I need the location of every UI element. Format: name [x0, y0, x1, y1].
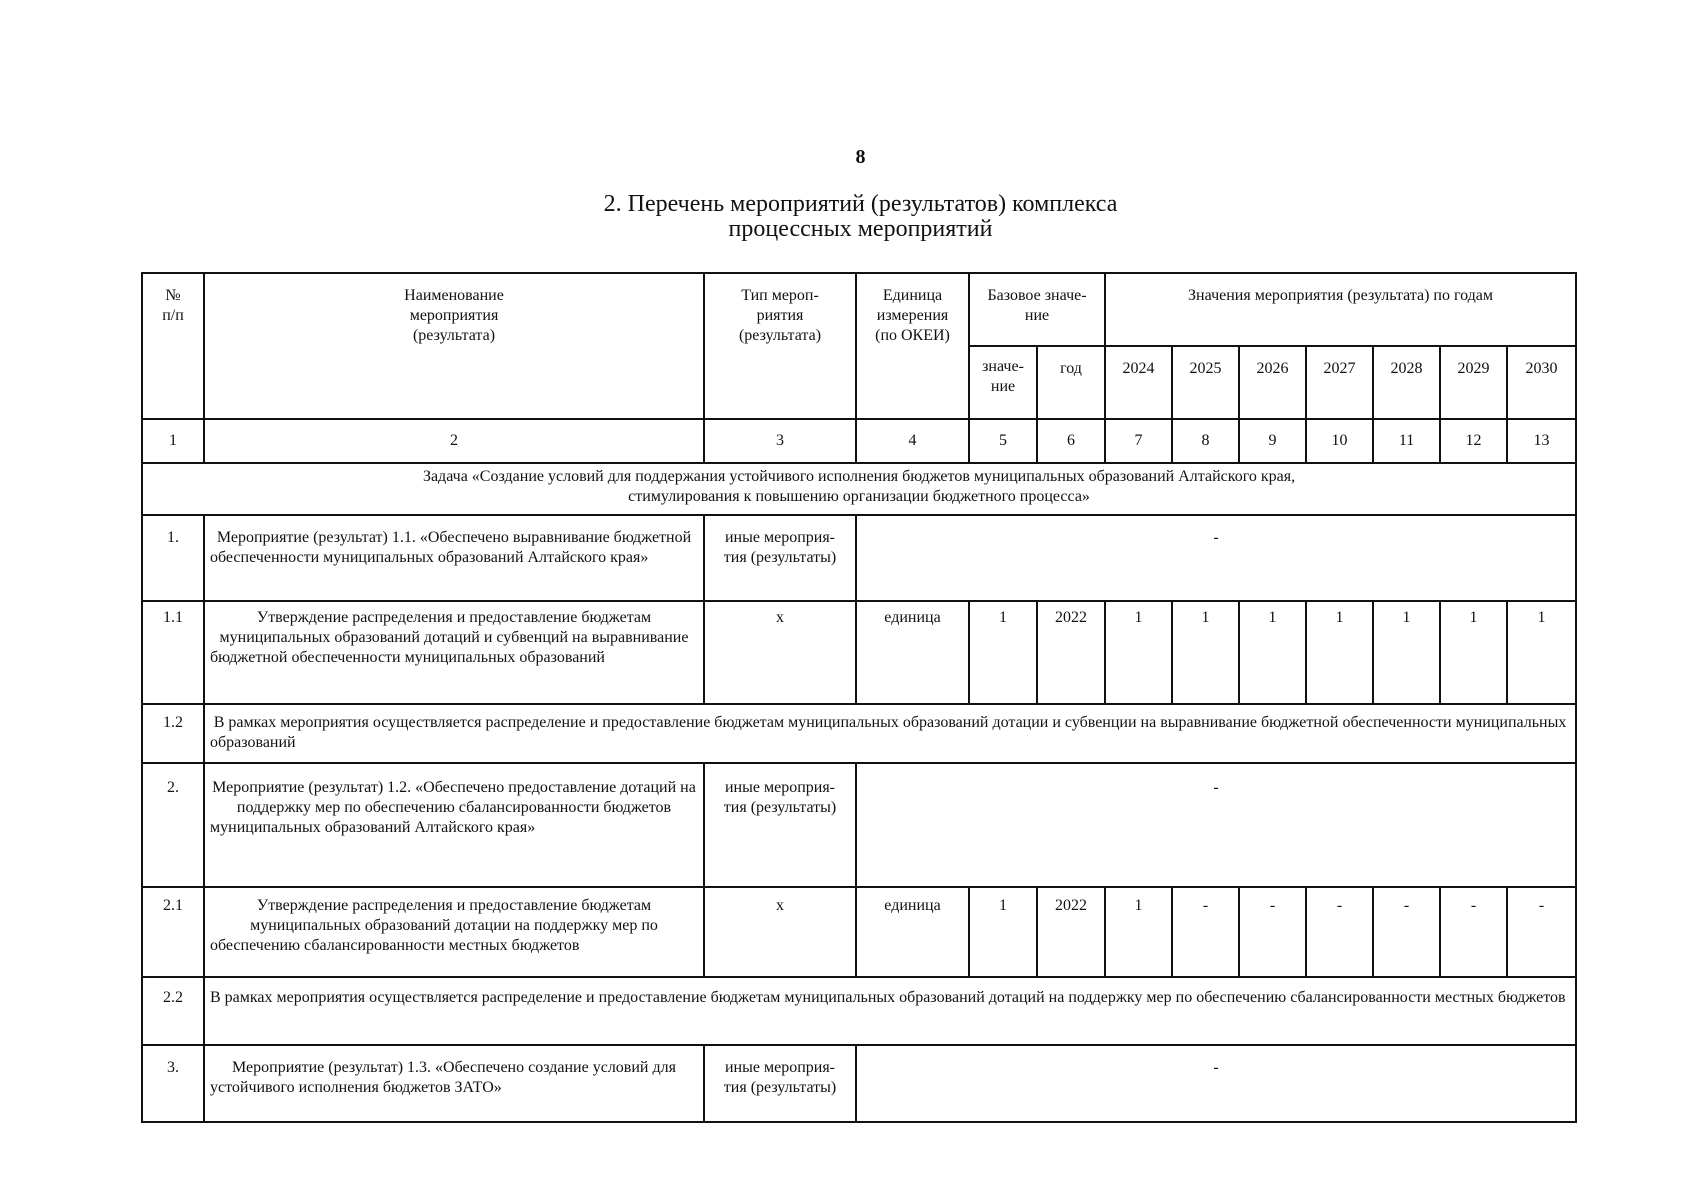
merged-values-cell: -	[856, 515, 1576, 601]
header-name-line-1: Наименование	[404, 287, 504, 304]
column-number: 3	[704, 419, 856, 463]
title-line-2: процессных мероприятий	[728, 216, 993, 242]
header-name-line-2: мероприятия	[409, 307, 499, 324]
value-2027: -	[1306, 887, 1373, 977]
header-year-2026: 2026	[1239, 346, 1306, 419]
activity-type-line-2: тия (результаты)	[723, 549, 837, 566]
task-row	[142, 463, 1576, 515]
description-cell: В рамках мероприятия осуществляется распределение и предоставление бюджетам муниципальных образований дотаций на поддержку мер по обеспечению сбалансированности местных бюджетов	[204, 977, 1576, 1045]
header-unit-line-3: (по ОКЕИ)	[875, 327, 950, 344]
page-number: 8	[855, 146, 866, 168]
row-number: 2.	[142, 763, 204, 887]
header-year-2025: 2025	[1172, 346, 1239, 419]
base-value-cell: 1	[969, 887, 1037, 977]
unit-cell: единица	[856, 601, 969, 704]
activity-name: Утверждение распределения и предоставление бюджетам муниципальных образований дотации на поддержку мер по обеспечению сбалансированности местных бюджетов	[204, 887, 704, 977]
base-year-cell: 2022	[1037, 601, 1105, 704]
header-base-value-line-2: ние	[990, 378, 1016, 395]
value-2026: -	[1239, 887, 1306, 977]
header-values-by-year-cell: Значения мероприятия (результата) по годам	[1105, 273, 1576, 346]
activity-type: х	[704, 887, 856, 977]
row-number: 2.2	[142, 977, 204, 1045]
header-year-2027: 2027	[1306, 346, 1373, 419]
header-num-line-2: п/п	[162, 307, 184, 324]
header-unit-line-2: измерения	[876, 307, 949, 324]
value-2028: 1	[1373, 601, 1440, 704]
task-line-1: Задача «Создание условий для поддержания устойчивого исполнения бюджетов муниципальных образований Алтайского края,	[422, 468, 1296, 485]
activity-type-line-1: иные мероприя-	[724, 1059, 835, 1076]
value-2024: 1	[1105, 601, 1172, 704]
value-2026: 1	[1239, 601, 1306, 704]
column-number: 4	[856, 419, 969, 463]
row-number: 2.1	[142, 887, 204, 977]
row-number: 1.	[142, 515, 204, 601]
row-number: 1.2	[142, 704, 204, 763]
activity-type	[704, 763, 856, 887]
value-2027: 1	[1306, 601, 1373, 704]
value-2028: -	[1373, 887, 1440, 977]
column-number: 5	[969, 419, 1037, 463]
column-number: 6	[1037, 419, 1105, 463]
task-cell	[142, 463, 1576, 515]
column-number: 13	[1507, 419, 1576, 463]
table-row	[142, 763, 1576, 887]
table-row	[142, 704, 1576, 763]
task-line-2: стимулирования к повышению организации бюджетного процесса»	[628, 488, 1090, 505]
merged-values-cell: -	[856, 1045, 1576, 1122]
row-number: 1.1	[142, 601, 204, 704]
base-value-cell: 1	[969, 601, 1037, 704]
activity-name: Мероприятие (результат) 1.1. «Обеспечено выравнивание бюджетной обеспеченности муниципальных образований Алтайского края»	[204, 515, 704, 601]
row-number: 3.	[142, 1045, 204, 1122]
header-base-line-2: ние	[1024, 307, 1050, 324]
column-number: 8	[1172, 419, 1239, 463]
unit-cell: единица	[856, 887, 969, 977]
header-type-line-1: Тип мероп-	[741, 287, 819, 304]
header-base-value-line-1: значе-	[982, 358, 1024, 375]
merged-values-cell: -	[856, 763, 1576, 887]
table-row	[142, 887, 1576, 977]
activity-name: Утверждение распределения и предоставление бюджетам муниципальных образований дотаций и субвенций на выравнивание бюджетной обеспеченности муниципальных образований	[204, 601, 704, 704]
header-year-2030: 2030	[1507, 346, 1576, 419]
value-2030: 1	[1507, 601, 1576, 704]
header-base-cell	[969, 273, 1105, 346]
activity-type-line-2: тия (результаты)	[723, 799, 837, 816]
value-2025: -	[1172, 887, 1239, 977]
table-row	[142, 977, 1576, 1045]
column-number: 2	[204, 419, 704, 463]
header-year-2028: 2028	[1373, 346, 1440, 419]
table-row	[142, 1045, 1576, 1122]
column-number: 1	[142, 419, 204, 463]
header-unit-cell	[856, 273, 969, 419]
column-number: 11	[1373, 419, 1440, 463]
header-type-line-3: (результата)	[738, 327, 822, 344]
value-2025: 1	[1172, 601, 1239, 704]
header-base-line-1: Базовое значе-	[987, 287, 1087, 304]
document-title	[0, 192, 1697, 242]
header-row	[142, 273, 1576, 346]
header-name-line-3: (результата)	[412, 327, 496, 344]
header-num-cell	[142, 273, 204, 419]
table-row	[142, 515, 1576, 601]
header-type-line-2: риятия	[756, 307, 804, 324]
column-number: 10	[1306, 419, 1373, 463]
activity-type: х	[704, 601, 856, 704]
value-2029: 1	[1440, 601, 1507, 704]
column-numbers-row	[142, 419, 1576, 463]
title-line-1: 2. Перечень мероприятий (результатов) комплекса	[603, 191, 1118, 217]
activity-type-line-2: тия (результаты)	[723, 1079, 837, 1096]
activity-name: Мероприятие (результат) 1.3. «Обеспечено создание условий для устойчивого исполнения бюджетов ЗАТО»	[204, 1045, 704, 1122]
header-year-2024: 2024	[1105, 346, 1172, 419]
header-year-2029: 2029	[1440, 346, 1507, 419]
activity-name: Мероприятие (результат) 1.2. «Обеспечено предоставление дотаций на поддержку мер по обеспечению сбалансированности бюджетов муниципальных образований Алтайского края»	[204, 763, 704, 887]
value-2029: -	[1440, 887, 1507, 977]
description-cell: В рамках мероприятия осуществляется распределение и предоставление бюджетам муниципальных образований дотации и субвенции на выравнивание бюджетной обеспеченности муниципальных образований	[204, 704, 1576, 763]
column-number: 12	[1440, 419, 1507, 463]
base-year-cell: 2022	[1037, 887, 1105, 977]
activity-type-line-1: иные мероприя-	[724, 529, 835, 546]
activity-type-line-1: иные мероприя-	[724, 779, 835, 796]
header-base-value-cell	[969, 346, 1037, 419]
table-row	[142, 601, 1576, 704]
header-unit-line-1: Единица	[882, 287, 943, 304]
column-number: 7	[1105, 419, 1172, 463]
header-type-cell	[704, 273, 856, 419]
column-number: 9	[1239, 419, 1306, 463]
activity-type	[704, 1045, 856, 1122]
value-2024: 1	[1105, 887, 1172, 977]
header-base-year-cell: год	[1037, 346, 1105, 419]
value-2030: -	[1507, 887, 1576, 977]
header-num-line-1: №	[165, 287, 181, 304]
activities-table	[141, 272, 1577, 1123]
activity-type	[704, 515, 856, 601]
header-name-cell	[204, 273, 704, 419]
